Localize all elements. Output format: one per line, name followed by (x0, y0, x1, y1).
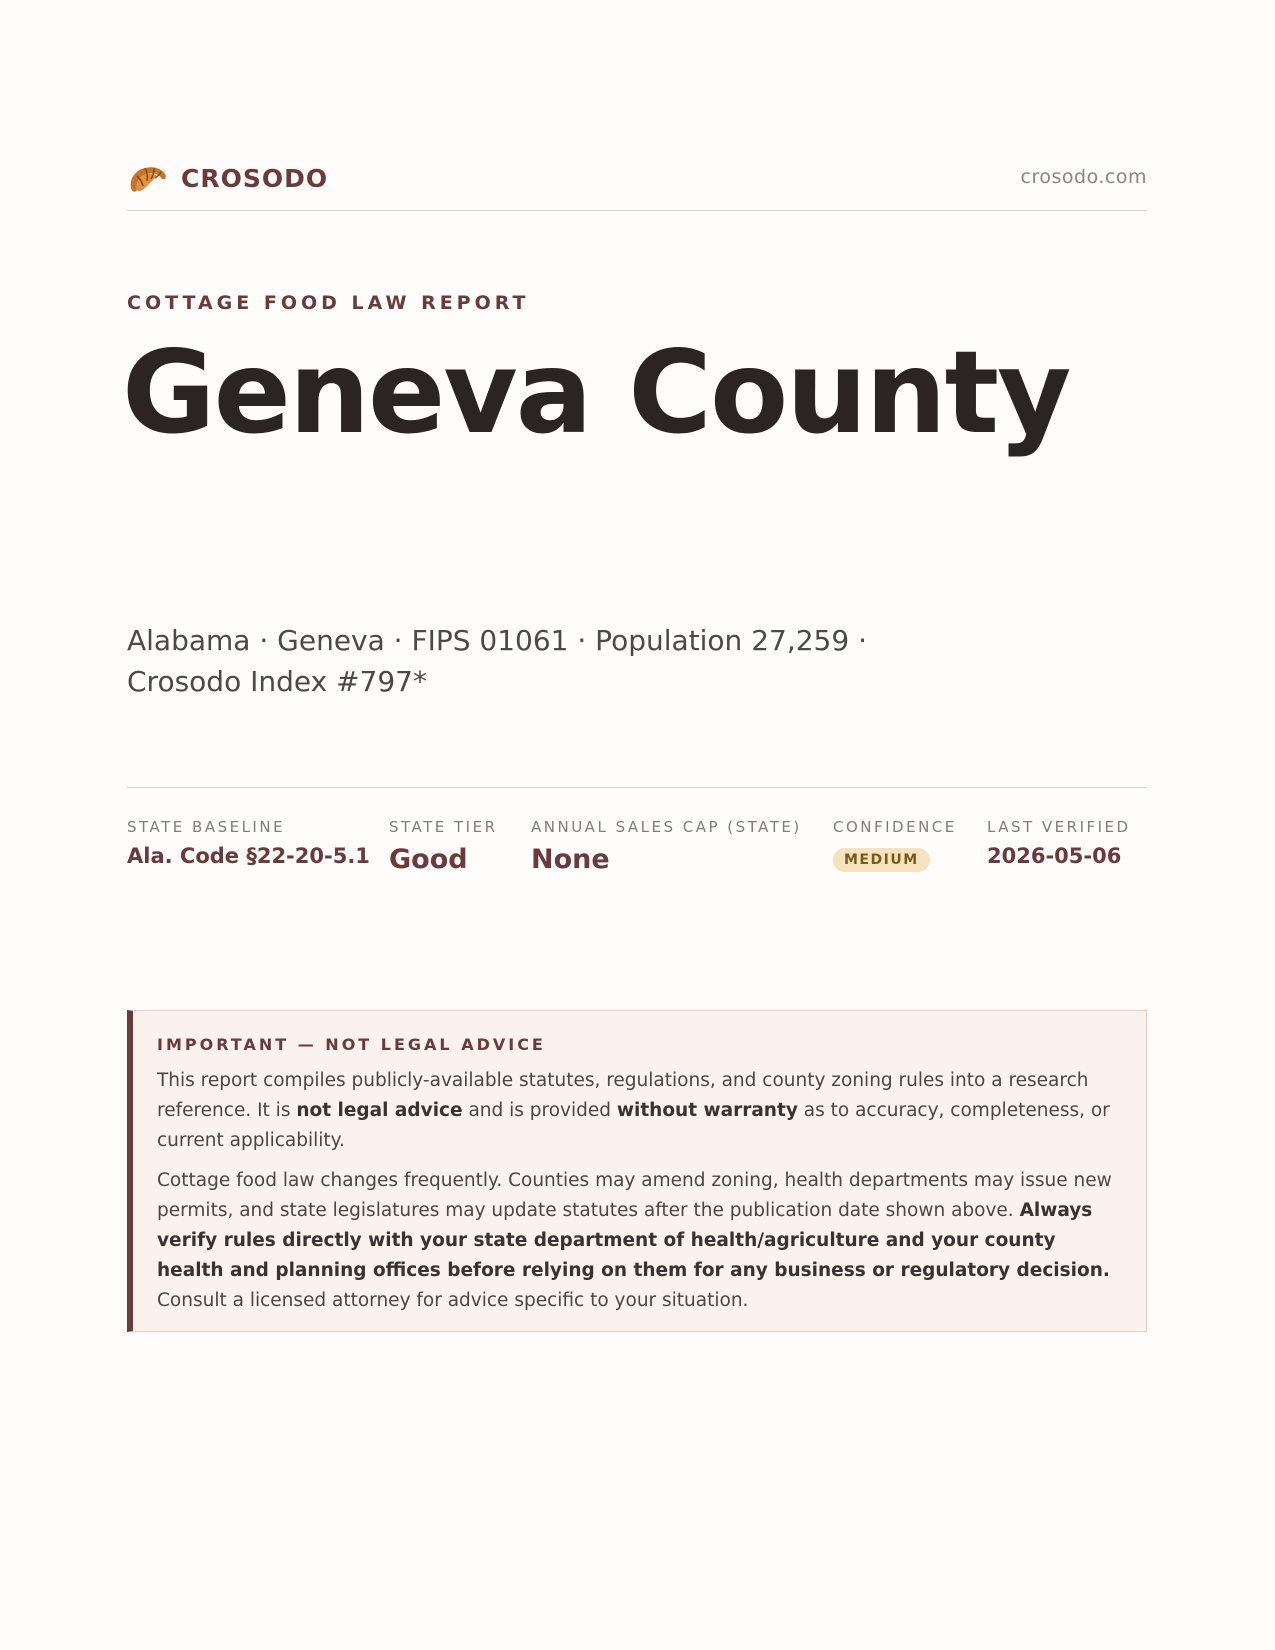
site-url[interactable]: crosodo.com (1020, 166, 1147, 188)
meta-label: STATE TIER (389, 818, 498, 836)
meta-last-verified (987, 818, 1131, 868)
meta-value: None (531, 844, 610, 875)
meta-confidence (833, 818, 957, 872)
notice-text: This report compiles publicly-available statutes, regulations, and county zoning rules into a research reference. It is (157, 1070, 1089, 1121)
meta-state-baseline (127, 818, 370, 868)
meta-value: Good (389, 844, 468, 875)
notice-text: as to accuracy, completeness, or current applicability. (157, 1100, 1110, 1151)
meta-sales-cap (531, 818, 802, 875)
meta-state-tier (389, 818, 498, 875)
notice-text: Cottage food law changes frequently. Counties may amend zoning, health departments may issue new permits, and state legislatures may update statutes after the publication date shown above. (157, 1170, 1112, 1221)
notice-title: IMPORTANT — NOT LEGAL ADVICE (157, 1035, 546, 1054)
meta-label: ANNUAL SALES CAP (STATE) (531, 818, 802, 836)
confidence-badge: MEDIUM (833, 848, 930, 872)
meta-label: STATE BASELINE (127, 818, 286, 836)
notice-emphasis: without warranty (616, 1100, 798, 1121)
notice-paragraph-1 (157, 1066, 1120, 1156)
meta-strip (127, 787, 1147, 875)
notice-emphasis: Always verify rules directly with your state department of health/agriculture and your county health and planning offices before relying on them for any business or regulatory decision. (157, 1200, 1110, 1281)
croissant-icon (127, 158, 169, 198)
brand-name: CROSODO (181, 163, 329, 193)
report-subtitle: Alabama · Geneva · FIPS 01061 · Population 27,259 · Crosodo Index #797* (127, 624, 867, 698)
meta-value: Ala. Code §22-20-5.1 (127, 844, 370, 868)
notice-paragraph-2 (157, 1166, 1120, 1316)
notice-text: Consult a licensed attorney for advice specific to your situation. (157, 1290, 749, 1311)
page-title: Geneva County (122, 326, 1070, 459)
page-header (127, 158, 1147, 211)
meta-label: LAST VERIFIED (987, 818, 1131, 836)
meta-value: 2026-05-06 (987, 844, 1122, 868)
notice-emphasis: not legal advice (296, 1100, 463, 1121)
meta-label: CONFIDENCE (833, 818, 957, 836)
notice-text: and is provided (462, 1100, 617, 1121)
legal-notice (127, 1010, 1147, 1332)
report-eyebrow: COTTAGE FOOD LAW REPORT (127, 292, 530, 314)
brand[interactable] (127, 158, 328, 198)
